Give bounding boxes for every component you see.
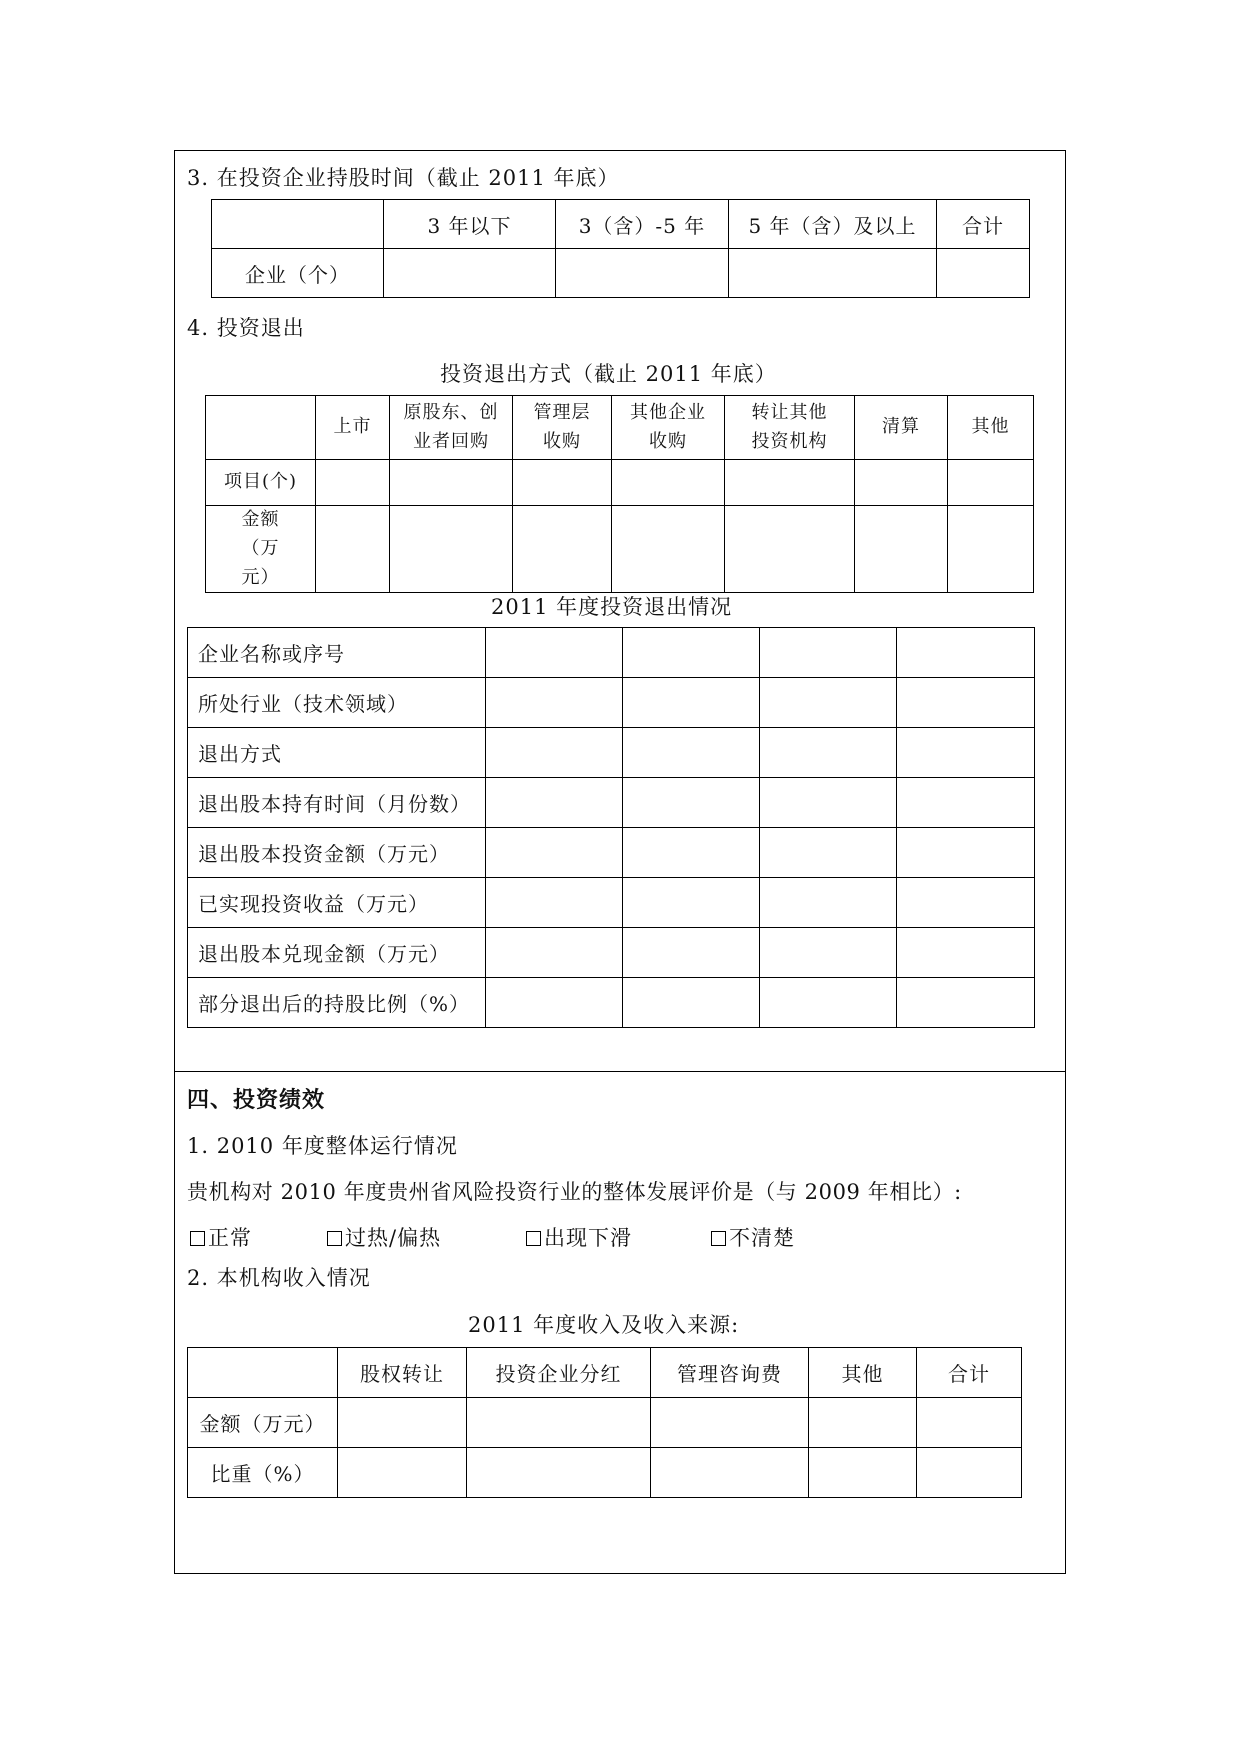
table-header-row	[188, 1348, 1022, 1398]
evaluation-question: 贵机构对 2010 年度贵州省风险投资行业的整体发展评价是（与 2009 年相比）:	[187, 1180, 962, 1204]
table-row	[188, 778, 1035, 828]
table-row	[188, 928, 1035, 978]
table-row	[188, 1398, 1022, 1448]
row-label: 所处行业（技术领域）	[188, 678, 486, 728]
input-cell[interactable]	[760, 728, 897, 778]
header-cell: 上市	[316, 396, 390, 460]
input-cell[interactable]	[651, 1448, 809, 1498]
input-cell[interactable]	[729, 249, 937, 298]
row-label: 已实现投资收益（万元）	[188, 878, 486, 928]
header-cell: 其他企业收购	[612, 396, 725, 460]
input-cell[interactable]	[623, 828, 760, 878]
input-cell[interactable]	[316, 506, 390, 593]
input-cell[interactable]	[760, 878, 897, 928]
input-cell[interactable]	[897, 728, 1035, 778]
header-cell: 股权转让	[338, 1348, 467, 1398]
checkbox-icon[interactable]	[526, 1231, 541, 1246]
input-cell[interactable]	[897, 878, 1035, 928]
checkbox-icon[interactable]	[711, 1231, 726, 1246]
row-label: 企业（个）	[212, 249, 384, 298]
input-cell[interactable]	[760, 928, 897, 978]
exit-details-table	[187, 627, 1035, 1028]
option-label: 不清楚	[729, 1226, 795, 1250]
input-cell[interactable]	[390, 506, 513, 593]
input-cell[interactable]	[760, 628, 897, 678]
input-cell[interactable]	[897, 978, 1035, 1028]
header-cell: 管理咨询费	[651, 1348, 809, 1398]
input-cell[interactable]	[556, 249, 729, 298]
input-cell[interactable]	[623, 928, 760, 978]
table-row	[206, 506, 1034, 593]
input-cell[interactable]	[384, 249, 556, 298]
input-cell[interactable]	[917, 1448, 1022, 1498]
input-cell[interactable]	[855, 506, 948, 593]
table-row	[206, 460, 1034, 506]
item-1-title: 1. 2010 年度整体运行情况	[187, 1134, 458, 1158]
input-cell[interactable]	[897, 778, 1035, 828]
table-row	[212, 249, 1030, 298]
option-label: 过热/偏热	[345, 1226, 442, 1250]
input-cell[interactable]	[623, 878, 760, 928]
table-row	[188, 978, 1035, 1028]
option-declining[interactable]	[526, 1222, 632, 1252]
input-cell[interactable]	[316, 460, 390, 506]
input-cell[interactable]	[338, 1398, 467, 1448]
input-cell[interactable]	[917, 1398, 1022, 1448]
table-header-row	[212, 200, 1030, 249]
input-cell[interactable]	[486, 678, 623, 728]
input-cell[interactable]	[486, 928, 623, 978]
row-label: 金额（万元）	[206, 506, 316, 593]
input-cell[interactable]	[513, 460, 612, 506]
header-cell: 转让其他投资机构	[725, 396, 855, 460]
header-cell: 合计	[937, 200, 1030, 249]
header-cell	[188, 1348, 338, 1398]
input-cell[interactable]	[948, 460, 1034, 506]
input-cell[interactable]	[467, 1398, 651, 1448]
row-label: 部分退出后的持股比例（%）	[188, 978, 486, 1028]
input-cell[interactable]	[897, 828, 1035, 878]
holding-time-table	[211, 199, 1030, 298]
input-cell[interactable]	[725, 460, 855, 506]
input-cell[interactable]	[338, 1448, 467, 1498]
option-normal[interactable]	[190, 1222, 252, 1252]
input-cell[interactable]	[623, 778, 760, 828]
table-row	[188, 828, 1035, 878]
input-cell[interactable]	[486, 778, 623, 828]
input-cell[interactable]	[623, 678, 760, 728]
input-cell[interactable]	[897, 628, 1035, 678]
input-cell[interactable]	[612, 506, 725, 593]
input-cell[interactable]	[809, 1448, 917, 1498]
input-cell[interactable]	[809, 1398, 917, 1448]
header-cell	[206, 396, 316, 460]
input-cell[interactable]	[897, 678, 1035, 728]
header-cell: 3 年以下	[384, 200, 556, 249]
table-row	[188, 1448, 1022, 1498]
row-label: 退出股本兑现金额（万元）	[188, 928, 486, 978]
header-cell: 3（含）-5 年	[556, 200, 729, 249]
option-overheated[interactable]	[327, 1222, 441, 1252]
input-cell[interactable]	[513, 506, 612, 593]
income-caption: 2011 年度收入及收入来源:	[468, 1313, 740, 1337]
row-label: 退出股本投资金额（万元）	[188, 828, 486, 878]
input-cell[interactable]	[486, 978, 623, 1028]
input-cell[interactable]	[760, 678, 897, 728]
row-label: 金额（万元）	[188, 1398, 338, 1448]
table-row	[188, 678, 1035, 728]
input-cell[interactable]	[948, 506, 1034, 593]
input-cell[interactable]	[486, 828, 623, 878]
performance-heading: 四、投资绩效	[187, 1087, 326, 1113]
input-cell[interactable]	[651, 1398, 809, 1448]
header-cell: 其他	[809, 1348, 917, 1398]
table-row	[188, 628, 1035, 678]
option-unclear[interactable]	[711, 1222, 795, 1252]
row-label: 比重（%）	[188, 1448, 338, 1498]
section-3-title: 3. 在投资企业持股时间（截止 2011 年底）	[187, 166, 620, 190]
input-cell[interactable]	[486, 878, 623, 928]
header-cell: 合计	[917, 1348, 1022, 1398]
checkbox-icon[interactable]	[190, 1231, 205, 1246]
table-header-row	[206, 396, 1034, 460]
table-row	[188, 728, 1035, 778]
row-label: 退出方式	[188, 728, 486, 778]
header-cell: 投资企业分红	[467, 1348, 651, 1398]
header-cell: 原股东、创业者回购	[390, 396, 513, 460]
input-cell[interactable]	[760, 778, 897, 828]
exit-details-caption: 2011 年度投资退出情况	[491, 595, 733, 619]
input-cell[interactable]	[623, 728, 760, 778]
input-cell[interactable]	[486, 728, 623, 778]
header-cell: 管理层收购	[513, 396, 612, 460]
checkbox-icon[interactable]	[327, 1231, 342, 1246]
input-cell[interactable]	[855, 460, 948, 506]
input-cell[interactable]	[623, 628, 760, 678]
input-cell[interactable]	[725, 506, 855, 593]
exit-methods-caption: 投资退出方式（截止 2011 年底）	[440, 362, 777, 386]
item-2-title: 2. 本机构收入情况	[187, 1266, 371, 1290]
input-cell[interactable]	[390, 460, 513, 506]
input-cell[interactable]	[486, 628, 623, 678]
table-row	[188, 878, 1035, 928]
header-cell: 5 年（含）及以上	[729, 200, 937, 249]
input-cell[interactable]	[623, 978, 760, 1028]
input-cell[interactable]	[612, 460, 725, 506]
header-cell	[212, 200, 384, 249]
input-cell[interactable]	[937, 249, 1030, 298]
input-cell[interactable]	[760, 828, 897, 878]
header-cell: 清算	[855, 396, 948, 460]
row-label: 项目(个)	[206, 460, 316, 506]
row-label: 退出股本持有时间（月份数）	[188, 778, 486, 828]
section-4-title: 4. 投资退出	[187, 316, 305, 340]
option-label: 出现下滑	[544, 1226, 632, 1250]
option-label: 正常	[208, 1226, 252, 1250]
input-cell[interactable]	[760, 978, 897, 1028]
header-cell: 其他	[948, 396, 1034, 460]
exit-methods-table	[205, 395, 1034, 593]
input-cell[interactable]	[467, 1448, 651, 1498]
row-label: 企业名称或序号	[188, 628, 486, 678]
income-table	[187, 1347, 1022, 1498]
input-cell[interactable]	[897, 928, 1035, 978]
